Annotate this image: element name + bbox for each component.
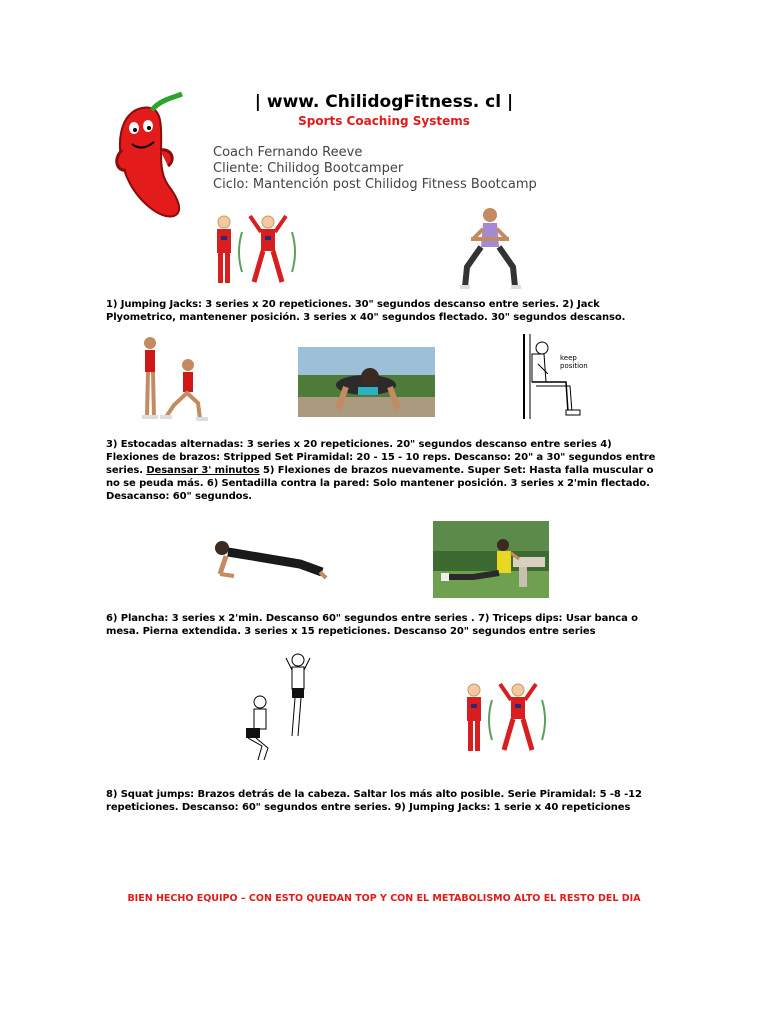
paragraph-1: 1) Jumping Jacks: 3 series x 20 repeticiones. 30" segundos descanso entre series. 2) Jack Plyometrico, mantenener posición. 3 series x 40" segundos flectado. 30" segundos descanso. bbox=[106, 299, 626, 323]
lunges-image bbox=[138, 335, 212, 427]
cycle-line: Ciclo: Mantención post Chilidog Fitness Bootcamp bbox=[213, 177, 537, 192]
info-block bbox=[213, 145, 537, 193]
paragraph-3: 6) Plancha: 3 series x 2'min. Descanso 60" segundos entre series . 7) Triceps dips: Usar banca o mesa. Pierna extendida. 3 series x 15 repeticiones. Descanso 20" segundos entre series bbox=[106, 613, 638, 637]
keep-position-label: keep position bbox=[560, 354, 588, 370]
coach-line: Coach Fernando Reeve bbox=[213, 145, 363, 160]
jumping-jacks-image bbox=[212, 212, 298, 288]
jumping-jacks-image-2 bbox=[462, 680, 548, 756]
site-url: | www. ChilidogFitness. cl | bbox=[254, 92, 514, 112]
subtitle: Sports Coaching Systems bbox=[298, 114, 470, 128]
footer-message: BIEN HECHO EQUIPO – CON ESTO QUEDAN TOP Y CON EL METABOLISMO ALTO EL RESTO DEL DIA bbox=[127, 893, 641, 904]
pushup-photo bbox=[298, 347, 435, 417]
jack-plyometric-image bbox=[455, 205, 525, 293]
paragraph-2-text-b: 5) Flexiones de brazos nuevamente. Super Set: Hasta falla muscular o no se peuda más. 6) Sentadilla contra la pared: Solo mantener posición. 3 series x 2'min flectado. Desacanso: 60" segundos. bbox=[106, 465, 654, 502]
paragraph-2 bbox=[106, 438, 666, 503]
rest-three-minutes: Desansar 3' minutos bbox=[146, 465, 260, 476]
client-line: Cliente: Chilidog Bootcamper bbox=[213, 161, 404, 176]
squat-jumps-image bbox=[240, 650, 318, 765]
paragraph-4: 8) Squat jumps: Brazos detrás de la cabeza. Saltar los más alto posible. Serie Piramidal: 5 -8 -12 repeticiones. Descanso: 60" segundos entre series. 9) Jumping Jacks: 1 serie x 40 repeticiones bbox=[106, 789, 642, 813]
plank-image bbox=[210, 540, 330, 584]
wall-sit-image bbox=[518, 334, 590, 419]
triceps-dips-photo bbox=[433, 521, 549, 598]
paragraph-2-text-a: 3) Estocadas alternadas: 3 series x 20 repeticiones. 20" segundos descanso entre series 4) Flexiones de brazos: Stripped Set Piramidal: 20 - 15 - 10 reps. Descanso: 20" a 30" segundos entre series. bbox=[106, 439, 656, 476]
wall-sit-drawing bbox=[518, 334, 590, 419]
